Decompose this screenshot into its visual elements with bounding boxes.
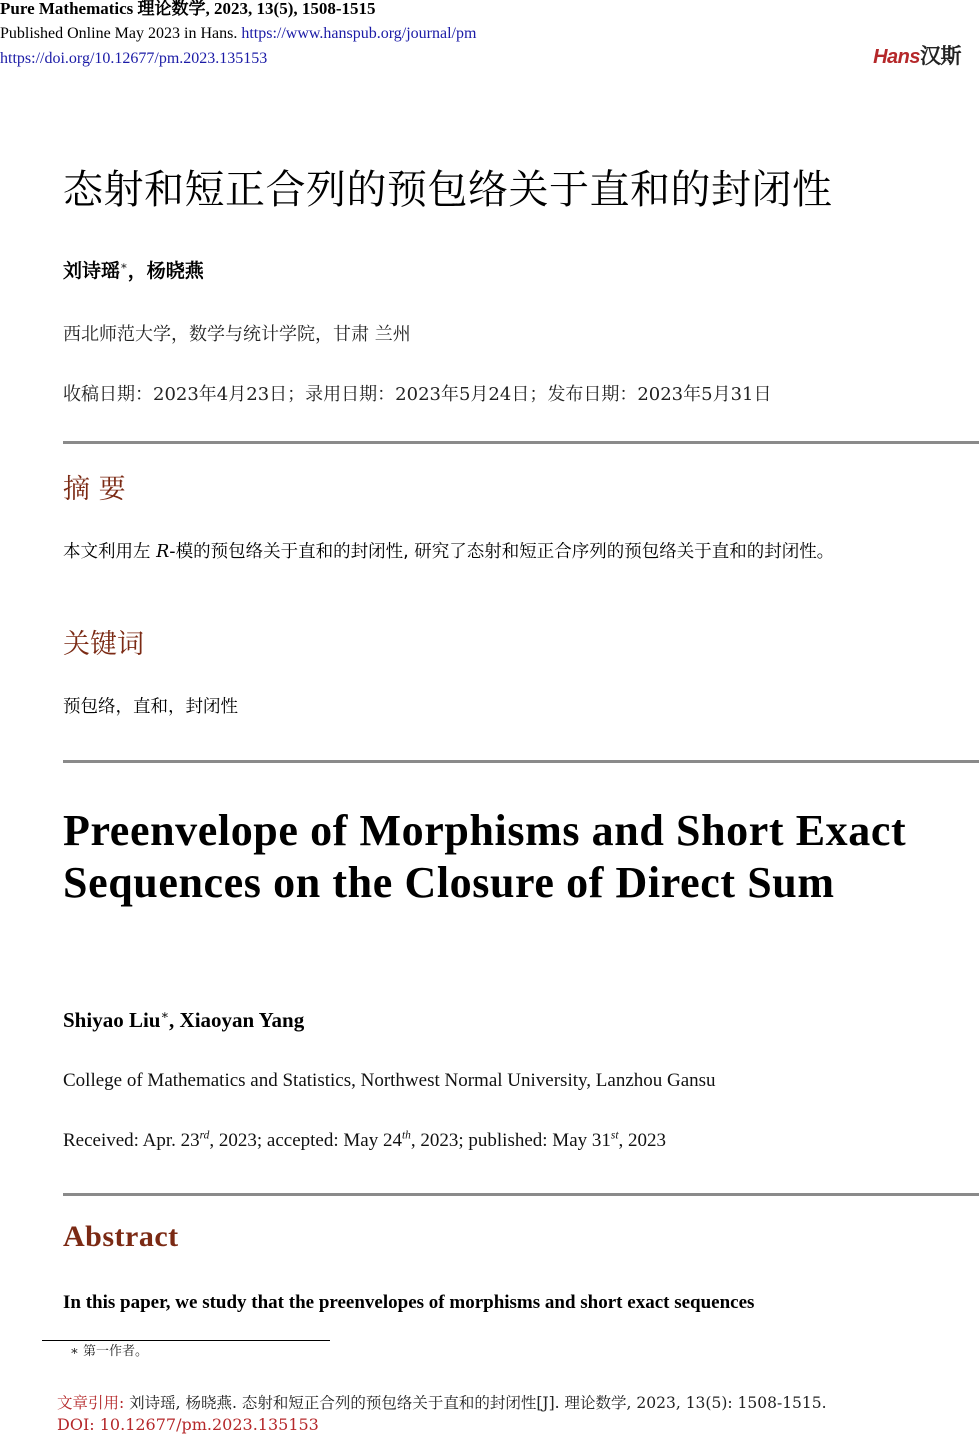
citation-label: 文章引用: — [57, 1394, 125, 1412]
journal-line: Pure Mathematics 理论数学, 2023, 13(5), 1508-1515 — [0, 0, 376, 18]
english-abstract-heading: Abstract — [63, 1220, 179, 1253]
divider-middle — [63, 760, 979, 763]
citation-text: 刘诗瑶, 杨晓燕. 态射和短正合列的预包络关于直和的封闭性[J]. 理论数学, 2023, 13(5): 1508-1515. — [124, 1394, 827, 1412]
abstract-variable: R — [156, 542, 170, 562]
english-author-1: Shiyao Liu — [63, 1008, 161, 1032]
citation-line — [57, 1392, 827, 1414]
chinese-keywords: 预包络，直和，封闭性 — [63, 697, 238, 717]
footnote — [70, 1340, 148, 1359]
year-tail: , 2023 — [618, 1130, 666, 1151]
footnote-text: 第一作者。 — [82, 1344, 148, 1359]
logo-cn: 汉斯 — [920, 45, 961, 68]
english-author-2: , Xiaoyan Yang — [169, 1008, 305, 1032]
journal-url-link[interactable]: https://www.hanspub.org/journal/pm — [241, 25, 477, 42]
published-suffix: st — [610, 1129, 619, 1142]
logo-latin: Hans — [873, 46, 920, 68]
chinese-title: 态射和短正合列的预包络关于直和的封闭性 — [63, 167, 833, 213]
english-affiliation: College of Mathematics and Statistics, Northwest Normal University, Lanzhou Gansu — [63, 1070, 716, 1091]
chinese-abstract-text — [63, 537, 923, 568]
received-date: Received: Apr. 23 — [63, 1130, 200, 1151]
chinese-keywords-heading: 关键词 — [63, 629, 144, 660]
published-date: , 2023; published: May 31 — [410, 1130, 611, 1151]
accepted-suffix: th — [401, 1129, 411, 1142]
english-abstract-text: In this paper, we study that the preenvelopes of morphisms and short exact sequences — [63, 1292, 755, 1313]
author-separator: ， — [127, 260, 147, 282]
english-authors — [63, 1008, 304, 1033]
citation-doi[interactable] — [57, 1414, 319, 1436]
chinese-authors — [63, 256, 204, 283]
citation-doi-text[interactable]: DOI: 10.12677/pm.2023.135153 — [57, 1415, 319, 1434]
abstract-text-pre: 本文利用左 — [63, 542, 157, 562]
english-author-mark: ∗ — [160, 1008, 170, 1022]
chinese-abstract-heading: 摘 要 — [63, 474, 126, 505]
divider-top — [63, 441, 979, 444]
divider-bottom — [63, 1193, 979, 1196]
published-line — [0, 23, 476, 45]
doi-url-link[interactable]: https://doi.org/10.12677/pm.2023.135153 — [0, 50, 268, 67]
chinese-author-2: 杨晓燕 — [146, 260, 204, 282]
chinese-dates: 收稿日期：2023年4月23日；录用日期：2023年5月24日；发布日期：2023年5月31日 — [63, 384, 772, 405]
published-prefix: Published Online May 2023 in Hans. — [0, 25, 238, 42]
english-dates — [63, 1130, 666, 1152]
abstract-text-post: -模的预包络关于直和的封闭性, 研究了态射和短正合序列的预包络关于直和的封闭性。 — [169, 542, 835, 562]
chinese-author-1: 刘诗瑶 — [63, 260, 121, 282]
accepted-date: , 2023; accepted: May 24 — [209, 1130, 402, 1151]
english-title: Preenvelope of Morphisms and Short Exact Sequences on the Closure of Direct Sum — [63, 806, 907, 907]
chinese-affiliation: 西北师范大学，数学与统计学院，甘肃 兰州 — [63, 324, 411, 345]
footnote-mark: ∗ — [70, 1344, 79, 1359]
received-suffix: rd — [199, 1129, 210, 1142]
hans-logo — [873, 40, 961, 70]
author-footnote-mark: ∗ — [120, 258, 128, 273]
